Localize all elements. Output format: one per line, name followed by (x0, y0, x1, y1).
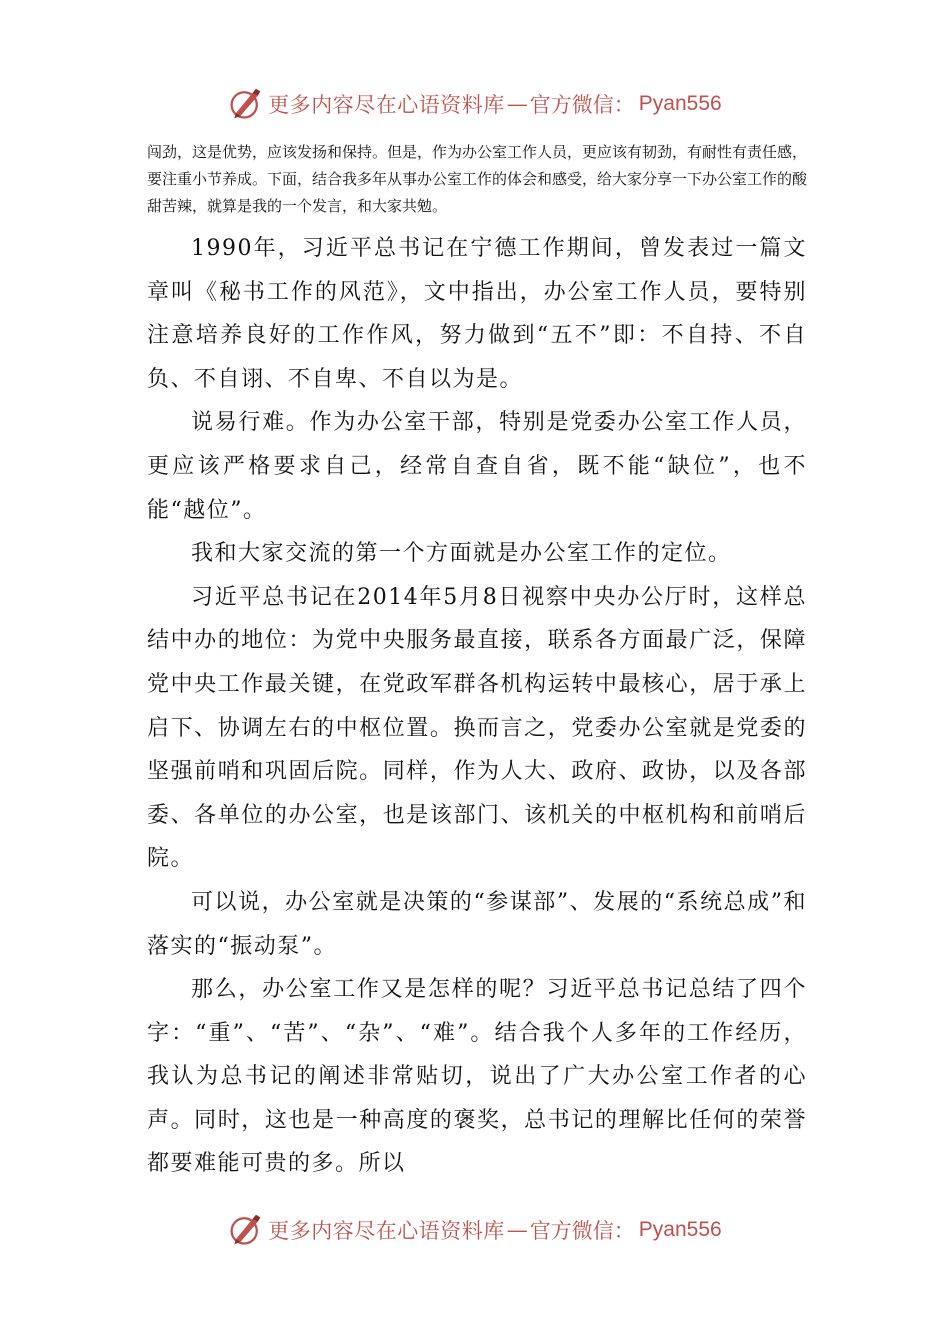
banner-text: 更多内容尽在心语资料库 (268, 93, 505, 117)
footer-banner-label: 官方微信： (529, 1219, 635, 1243)
footer-banner-separator: — (506, 1218, 528, 1242)
pen-logo-icon (228, 1212, 264, 1248)
paragraph-3: 我和大家交流的第一个方面就是办公室工作的定位。 (191, 541, 732, 567)
banner-separator: — (506, 92, 528, 116)
intro-section (147, 139, 807, 220)
footer-banner-wechat-id: Pyan556 (638, 1218, 722, 1241)
paragraph-4: 习近平总书记在2014年5月8日视察中央办公厅时，这样总结中办的地位：为党中央服务最直接，联系各方面最广泛，保障党中央工作最关键，在党政军群各机构运转中最核心，居于承上启下、协调左右的中枢位置。换而言之，党委办公室就是党委的坚强前哨和巩固后院。同样，作为人大、政府、政协，以及各部委、各单位的办公室，也是该部门、该机关的中枢机构和前哨后院。 (147, 584, 807, 872)
header-banner (0, 84, 950, 124)
intro-paragraph: 闯劲，这是优势，应该发扬和保持。但是，作为办公室工作人员，更应该有韧劲，有耐性有责任感，要注重小节养成。下面，结合我多年从事办公室工作的体会和感受，给大家分享一下办公室工作的酸甜苦辣，就算是我的一个发言，和大家共勉。 (147, 143, 808, 215)
pen-logo-icon (228, 86, 264, 122)
paragraph-5: 可以说，办公室就是决策的“参谋部”、发展的“系统总成”和落实的“振动泵”。 (147, 889, 807, 959)
document-body (147, 227, 807, 1186)
paragraph-2: 说易行难。作为办公室干部，特别是党委办公室工作人员，更应该严格要求自己，经常自查自省，既不能“缺位”，也不能“越位”。 (147, 410, 807, 523)
banner-wechat-id: Pyan556 (638, 92, 722, 115)
footer-banner-text: 更多内容尽在心语资料库 (268, 1219, 505, 1243)
footer-banner (0, 1210, 950, 1250)
paragraph-6: 那么，办公室工作又是怎样的呢？习近平总书记总结了四个字：“重”、“苦”、“杂”、“难”。结合我个人多年的工作经历，我认为总书记的阐述非常贴切，说出了广大办公室工作者的心声。同时，这也是一种高度的褒奖，总书记的理解比任何的荣誉都要难能可贵的多。所以 (147, 977, 807, 1177)
banner-label: 官方微信： (529, 93, 635, 117)
paragraph-1: 1990年，习近平总书记在宁德工作期间，曾发表过一篇文章叫《秘书工作的风范》，文中指出，办公室工作人员，要特别注意培养良好的工作作风，努力做到“五不”即：不自持、不自负、不自诩、不自卑、不自以为是。 (147, 236, 807, 392)
